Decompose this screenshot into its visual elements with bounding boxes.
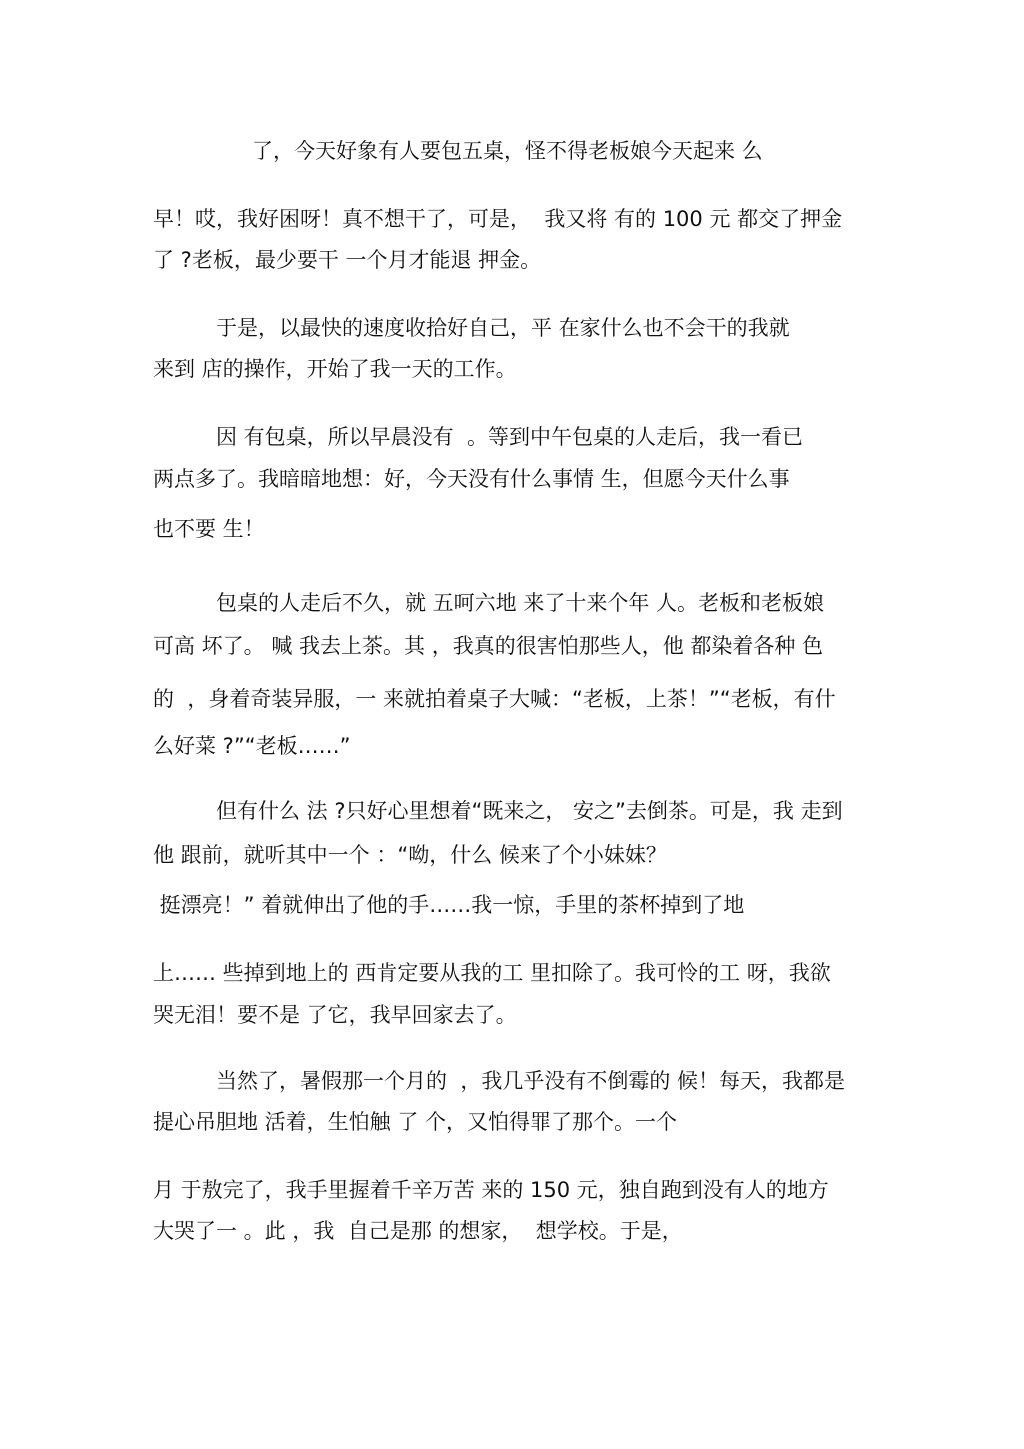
- text-line-8: 也不要 生！: [153, 517, 265, 541]
- text-line-19: 提心吊胆地 活着，生怕触 了 个，又怕得罪了那个。一个: [153, 1110, 678, 1134]
- text-line-20: 月 于敖完了，我手里握着千辛万苦 来的 150 元，独自跑到没有人的地方: [153, 1178, 829, 1202]
- text-line-16: 上…… 些掉到地上的 西肯定要从我的工 里扣除了。我可怜的工 呀，我欲: [153, 961, 831, 985]
- text-line-14: 他 跟前，就听其中一个 ：“呦，什么 候来了个小妹妹？: [153, 843, 667, 867]
- text-line-9: 包桌的人走后不久，就 五呵六地 来了十来个年 人。老板和老板娘: [216, 591, 825, 615]
- text-line-7: 两点多了。我暗暗地想：好，今天没有什么事情 生，但愿今天什么事: [153, 467, 790, 491]
- text-line-12: 么好菜 ?”“老板……”: [153, 734, 351, 758]
- text-line-5: 来到 店的操作，开始了我一天的工作。: [153, 357, 517, 381]
- text-line-11: 的 ，身着奇装异服，一 来就拍着桌子大喊：“老板，上茶！”“老板，有什: [153, 687, 836, 711]
- text-line-6: 因 有包桌，所以早晨没有 。等到中午包桌的人走后，我一看已: [216, 425, 804, 449]
- text-line-10: 可高 坏了。 喊 我去上茶。其 ，我真的很害怕那些人，他 都染着各种 色: [153, 634, 824, 658]
- text-line-21: 大哭了一 。此 ，我 自己是那 的想家， 想学校。于是，: [153, 1219, 683, 1243]
- text-line-15: 挺漂亮！” 着就伸出了他的手……我一惊，手里的茶杯掉到了地: [153, 893, 745, 917]
- text-line-1: 了，今天好象有人要包五桌，怪不得老板娘今天起来 么: [252, 139, 763, 163]
- text-line-3: 了 ?老板，最少要干 一个月才能退 押金。: [153, 248, 542, 272]
- text-line-2: 早！哎，我好困呀！真不想干了，可是， 我又将 有的 100 元 都交了押金: [153, 207, 843, 231]
- text-line-13: 但有什么 法 ?只好心里想着“既来之， 安之”去倒茶。可是，我 走到: [216, 799, 843, 823]
- text-line-4: 于是，以最快的速度收拾好自己，平 在家什么也不会干的我就: [216, 316, 790, 340]
- text-line-18: 当然了，暑假那一个月的 ，我几乎没有不倒霉的 候！每天，我都是: [216, 1069, 846, 1093]
- text-line-17: 哭无泪！要不是 了它，我早回家去了。: [153, 1003, 517, 1027]
